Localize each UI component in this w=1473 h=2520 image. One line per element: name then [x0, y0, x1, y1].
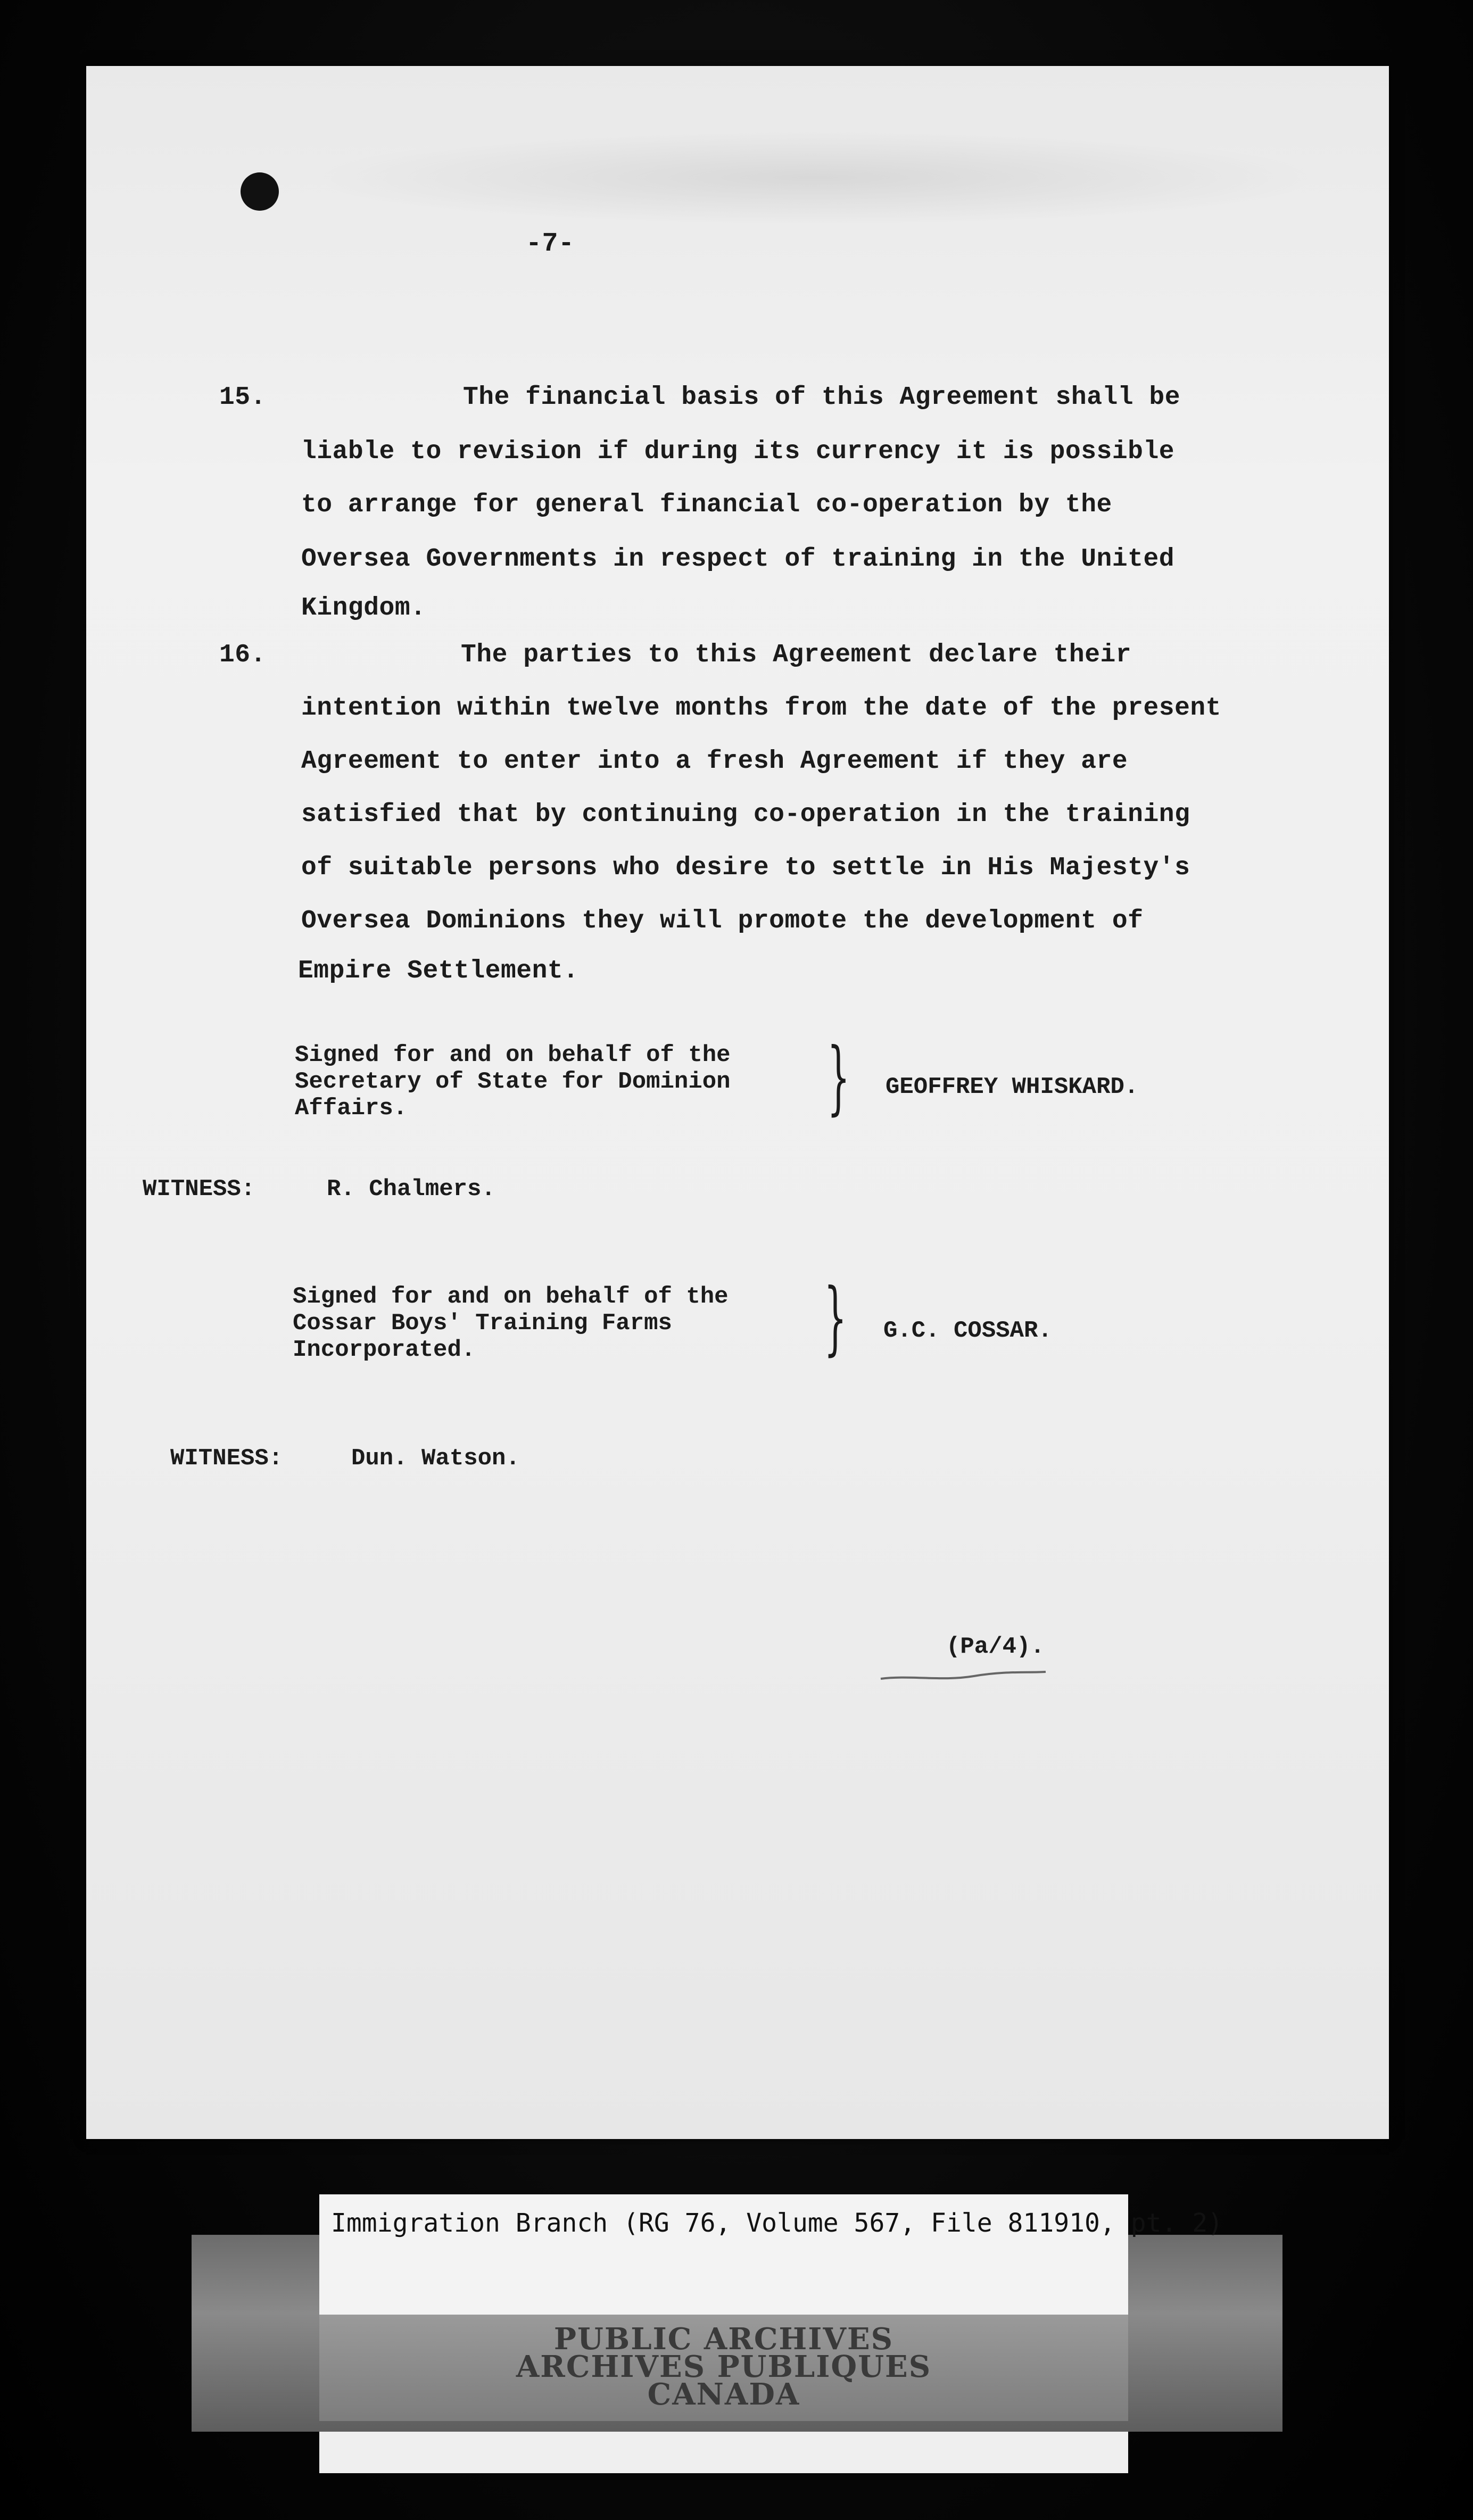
signature-block-line: Cossar Boys' Training Farms [293, 1310, 672, 1337]
signatory-name: G.C. COSSAR. [883, 1317, 1052, 1344]
clause-line: Oversea Dominions they will promote the development of [301, 907, 1144, 935]
clause-line: The financial basis of this Agreement shall be [463, 383, 1181, 412]
clause-line: The parties to this Agreement declare their [461, 641, 1132, 669]
witness-label: WITNESS: [170, 1445, 283, 1472]
archive-label [319, 2194, 1223, 2318]
clause-number: 16. [219, 641, 266, 669]
clause-line: Kingdom. [301, 594, 426, 623]
signature-block-line: Signed for and on behalf of the [295, 1042, 731, 1068]
stamp-line: ARCHIVES PUBLIQUES [516, 2349, 932, 2384]
signature-block-line: Secretary of State for Dominion [295, 1068, 731, 1095]
clause-line: liable to revision if during its currency it is possible [301, 437, 1175, 466]
show-through-bleed [310, 130, 1321, 226]
clause-line: to arrange for general financial co-operation by the [301, 491, 1112, 519]
clause-line: satisfied that by continuing co-operation in the training [301, 800, 1190, 829]
clause-line: intention within twelve months from the date of the present [301, 694, 1221, 723]
brace-icon: } [827, 1031, 850, 1124]
witness-name: R. Chalmers. [327, 1176, 495, 1203]
clause-line: Agreement to enter into a fresh Agreement if they are [301, 747, 1128, 776]
document-page [86, 66, 1389, 2139]
archive-label-text: Immigration Branch (RG 76, Volume 567, File 811910, pt. 2) [331, 2208, 1223, 2238]
signature-block-line: Affairs. [295, 1095, 408, 1122]
clause-line: of suitable persons who desire to settle in His Majesty's [301, 853, 1190, 882]
brace-icon: } [824, 1272, 847, 1364]
stamp-line: CANADA [647, 2377, 800, 2412]
archive-bottom-strip [319, 2432, 1128, 2473]
clause-number: 15. [219, 383, 266, 412]
archive-stamp [319, 2322, 1128, 2412]
pencil-squiggle [878, 1665, 1048, 1687]
witness-name: Dun. Watson. [351, 1445, 520, 1472]
signatory-name: GEOFFREY WHISKARD. [886, 1074, 1139, 1100]
witness-label: WITNESS: [143, 1176, 255, 1203]
clause-line: Empire Settlement. [298, 957, 579, 985]
clause-line: Oversea Governments in respect of training in the United [301, 545, 1175, 574]
signature-block-line: Signed for and on behalf of the [293, 1283, 729, 1310]
stamp-line: PUBLIC ARCHIVES [553, 2322, 894, 2357]
signature-block-line: Incorporated. [293, 1337, 476, 1363]
page-number: -7- [526, 229, 575, 259]
punch-hole-mark [241, 172, 279, 211]
file-reference: (Pa/4). [946, 1634, 1045, 1660]
